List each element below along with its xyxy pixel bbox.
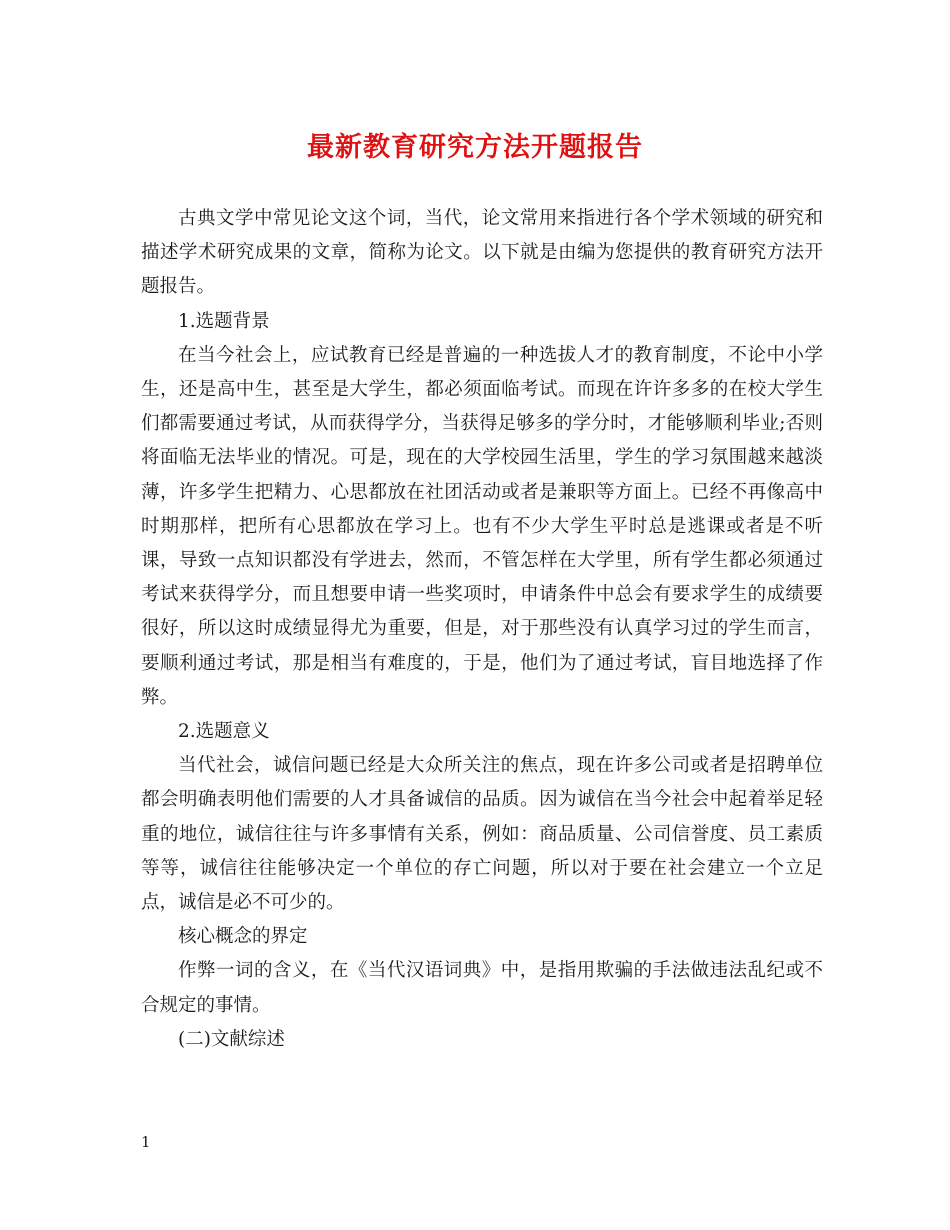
section-heading-core-concept: 核心概念的界定 <box>178 926 308 948</box>
core-concept-paragraph: 作弊一词的含义，在《当代汉语词典》中，是指用欺骗的手法做违法乱纪或不合规定的事情。 <box>141 960 823 1016</box>
section-heading-background: 1.选题背景 <box>178 310 270 332</box>
section-heading-literature-review: (二)文献综述 <box>178 1028 285 1050</box>
background-paragraph: 在当今社会上，应试教育已经是普遍的一种选拔人才的教育制度，不论中小学生，还是高中生，甚至是大学生，都必须面临考试。而现在许许多多的在校大学生们都需要通过考试，从而获得学分，当获得足够多的学分时，才能够顺利毕业;否则将面临无法毕业的情况。可是，现在的大学校园生活里，学生的学习氛围越来越淡薄，许多学生把精力、心思都放在社团活动或者是兼职等方面上。已经不再像高中时期那样，把所有心思都放在学习上。也有不少大学生平时总是逃课或者是不听课，导致一点知识都没有学进去，然而，不管怎样在大学里，所有学生都必须通过考试来获得学分，而且想要申请一些奖项时，申请条件中总会有要求学生的成绩要很好，所以这时成绩显得尤为重要，但是，对于那些没有认真学习过的学生而言，要顺利通过考试，那是相当有难度的，于是，他们为了通过考试，盲目地选择了作弊。 <box>141 344 823 708</box>
section-heading-significance: 2.选题意义 <box>178 721 270 743</box>
document-title: 最新教育研究方法开题报告 <box>307 132 643 163</box>
page-number: 1 <box>141 1133 151 1151</box>
significance-paragraph: 当代社会，诚信问题已经是大众所关注的焦点，现在许多公司或者是招聘单位都会明确表明他们需要的人才具备诚信的品质。因为诚信在当今社会中起着举足轻重的地位，诚信往往与许多事情有关系，例如：商品质量、公司信誉度、员工素质等等，诚信往往能够决定一个单位的存亡问题，所以对于要在社会建立一个立足点，诚信是必不可少的。 <box>141 755 823 914</box>
intro-paragraph: 古典文学中常见论文这个词，当代，论文常用来指进行各个学术领域的研究和描述学术研究成果的文章，简称为论文。以下就是由编为您提供的教育研究方法开题报告。 <box>141 208 823 298</box>
document-body <box>141 202 823 1057</box>
